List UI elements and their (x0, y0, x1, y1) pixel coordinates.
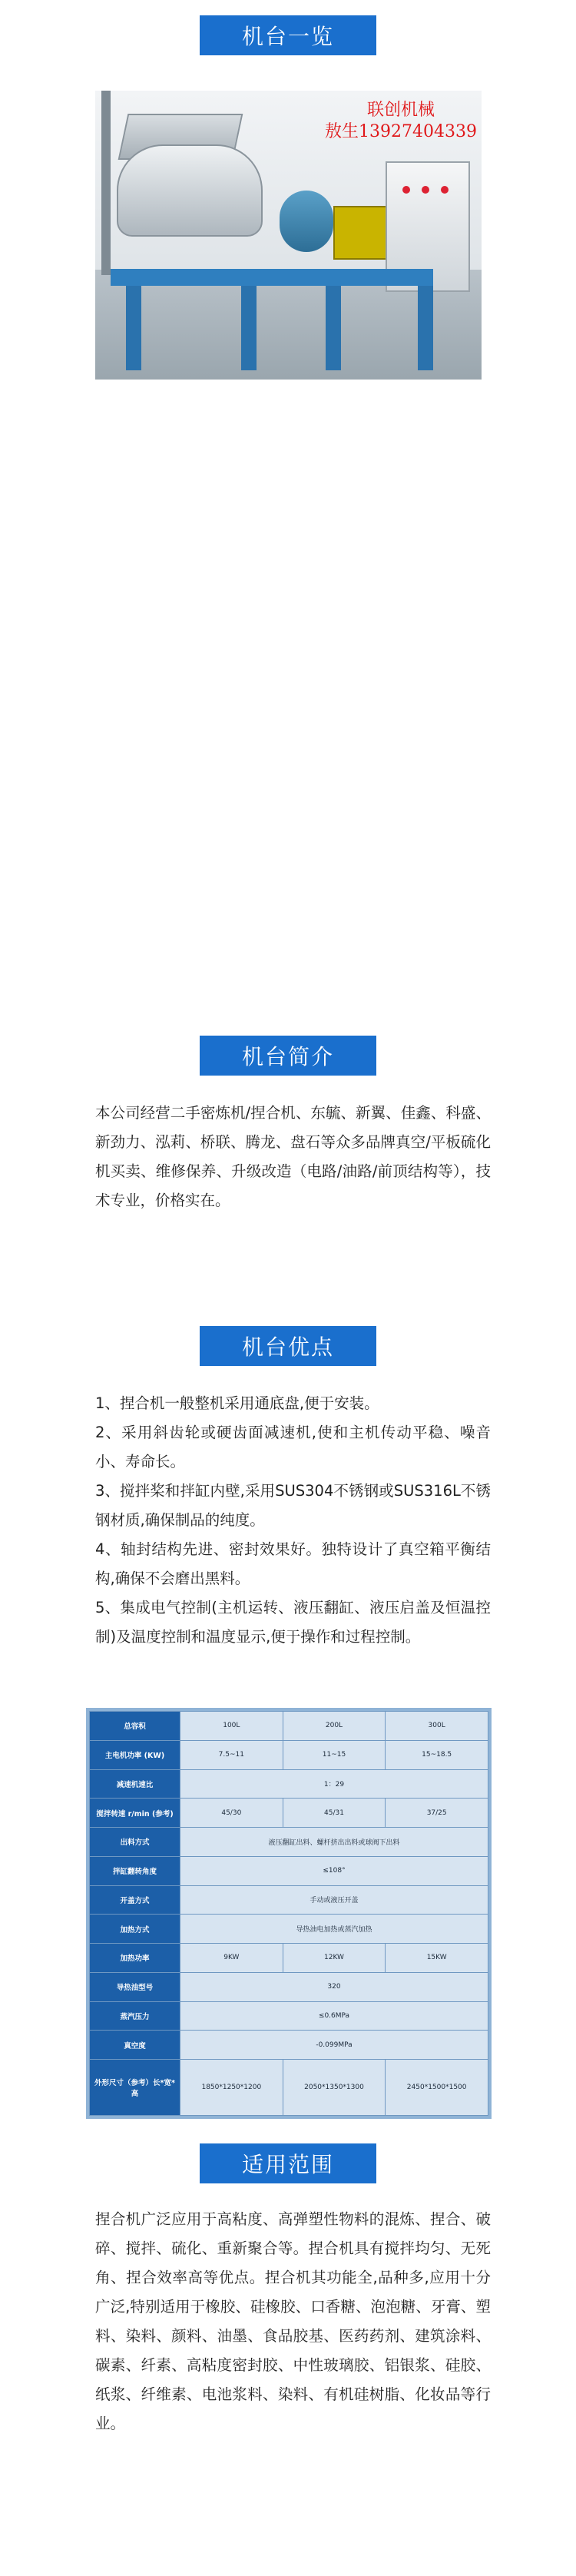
spec-row (90, 1740, 488, 1769)
scope-paragraph: 捏合机广泛应用于高粘度、高弹塑性物料的混炼、捏合、破碎、搅拌、硫化、重新聚合等。捏合机具有搅拌均匀、无死角、捏合效率高等优点。捏合机其功能全,品种多,应用十分广泛,特别适用于橡胶、硅橡胶、口香糖、泡泡糖、牙膏、塑料、染料、颜料、油墨、食品胶基、医药药剂、建筑涂料、碳素、纤素、高粘度密封胶、中性玻璃胶、铝银浆、硅胶、纸浆、纤维素、电池浆料、染料、有机硅树脂、化妆品等行业。 (95, 2210, 491, 2432)
kneader-tank (117, 144, 263, 237)
section-title-overview: 机台一览 (200, 15, 376, 55)
spec-label: 出料方式 (90, 1828, 180, 1857)
spec-value: 手动或液压开盖 (180, 1885, 488, 1915)
spec-row (90, 1799, 488, 1828)
spec-table-grid (89, 1711, 488, 2116)
spec-row (90, 1769, 488, 1799)
spec-value: 15~18.5 (386, 1740, 488, 1769)
spec-row (90, 2060, 488, 2116)
advantages-list (95, 1389, 491, 1652)
frame-leg (326, 286, 341, 370)
spec-row (90, 1972, 488, 2001)
indicator-light (422, 186, 429, 194)
spec-value: 7.5~11 (180, 1740, 283, 1769)
spec-value: 液压翻缸出料、螺杆挤出出料或球阀下出料 (180, 1828, 488, 1857)
spec-label: 蒸汽压力 (90, 2001, 180, 2031)
gearbox (333, 206, 387, 260)
advantage-item: 1、捏合机一般整机采用通底盘,便于安装。 (95, 1394, 379, 1412)
advantage-item: 4、轴封结构先进、密封效果好。独特设计了真空箱平衡结构,确保不会磨出黑料。 (95, 1540, 491, 1587)
spec-label: 加热功率 (90, 1944, 180, 1973)
photo-watermark (325, 100, 477, 143)
spec-value: ≤0.6MPa (180, 2001, 488, 2031)
intro-paragraph: 本公司经营二手密炼机/捏合机、东毓、新翼、佳鑫、科盛、新劲力、泓莉、桥联、腾龙、盘石等众多品牌真空/平板硫化机买卖、维修保养、升级改造（电路/油路/前顶结构等），技术专业，价格实在。 (95, 1104, 491, 1209)
spec-row (90, 2001, 488, 2031)
frame-leg (418, 286, 433, 370)
spec-value: 1850*1250*1200 (180, 2060, 283, 2116)
photo-pipe (101, 91, 111, 275)
spec-row (90, 1856, 488, 1885)
machine-photo (95, 91, 482, 380)
spec-row (90, 1828, 488, 1857)
spec-value: ≤108° (180, 1856, 488, 1885)
spec-label: 开盖方式 (90, 1885, 180, 1915)
spec-value: 45/31 (283, 1799, 386, 1828)
watermark-phone: 敖生13927404339 (325, 122, 477, 141)
advantage-item: 3、搅拌桨和拌缸内壁,采用SUS304不锈钢或SUS316L不锈钢材质,确保制品的纯度。 (95, 1482, 491, 1529)
section-title-scope: 适用范围 (200, 2143, 376, 2183)
spec-label: 主电机功率 (KW) (90, 1740, 180, 1769)
spec-row (90, 1885, 488, 1915)
spec-value: -0.099MPa (180, 2031, 488, 2060)
spec-value: 12KW (283, 1944, 386, 1973)
spec-value: 11~15 (283, 1740, 386, 1769)
motor (280, 191, 333, 252)
spec-label: 减速机速比 (90, 1769, 180, 1799)
section-title-advantages: 机台优点 (200, 1326, 376, 1366)
advantage-item: 5、集成电气控制(主机运转、液压翻缸、液压启盖及恒温控制)及温度控制和温度显示,便于操作和过程控制。 (95, 1599, 491, 1646)
spec-value: 1：29 (180, 1769, 488, 1799)
spec-label: 加热方式 (90, 1915, 180, 1944)
advantage-item: 2、采用斜齿轮或硬齿面减速机,使和主机传动平稳、噪音小、寿命长。 (95, 1424, 491, 1470)
machine-base-frame (111, 269, 433, 286)
spec-label: 外形尺寸（参考）长*宽*高 (90, 2060, 180, 2116)
spec-value: 37/25 (386, 1799, 488, 1828)
spec-value: 9KW (180, 1944, 283, 1973)
spec-label: 拌缸翻转角度 (90, 1856, 180, 1885)
spec-row (90, 1944, 488, 1973)
spec-value: 100L (180, 1712, 283, 1741)
section-title-intro: 机台简介 (200, 1036, 376, 1076)
watermark-company: 联创机械 (367, 101, 435, 120)
spec-row (90, 2031, 488, 2060)
indicator-light (441, 186, 449, 194)
spec-label: 导热油型号 (90, 1972, 180, 2001)
spec-row (90, 1915, 488, 1944)
frame-leg (241, 286, 257, 370)
spec-row (90, 1712, 488, 1741)
spec-value: 300L (386, 1712, 488, 1741)
spec-value: 2050*1350*1300 (283, 2060, 386, 2116)
frame-leg (126, 286, 141, 370)
spec-value: 导热油电加热或蒸汽加热 (180, 1915, 488, 1944)
spec-value: 200L (283, 1712, 386, 1741)
spec-label: 搅拌转速 r/min (参考) (90, 1799, 180, 1828)
spec-value: 2450*1500*1500 (386, 2060, 488, 2116)
spec-table (86, 1708, 492, 2119)
spec-value: 45/30 (180, 1799, 283, 1828)
spec-value: 15KW (386, 1944, 488, 1973)
spec-label: 真空度 (90, 2031, 180, 2060)
spec-value: 320 (180, 1972, 488, 2001)
indicator-light (402, 186, 410, 194)
spec-label: 总容积 (90, 1712, 180, 1741)
